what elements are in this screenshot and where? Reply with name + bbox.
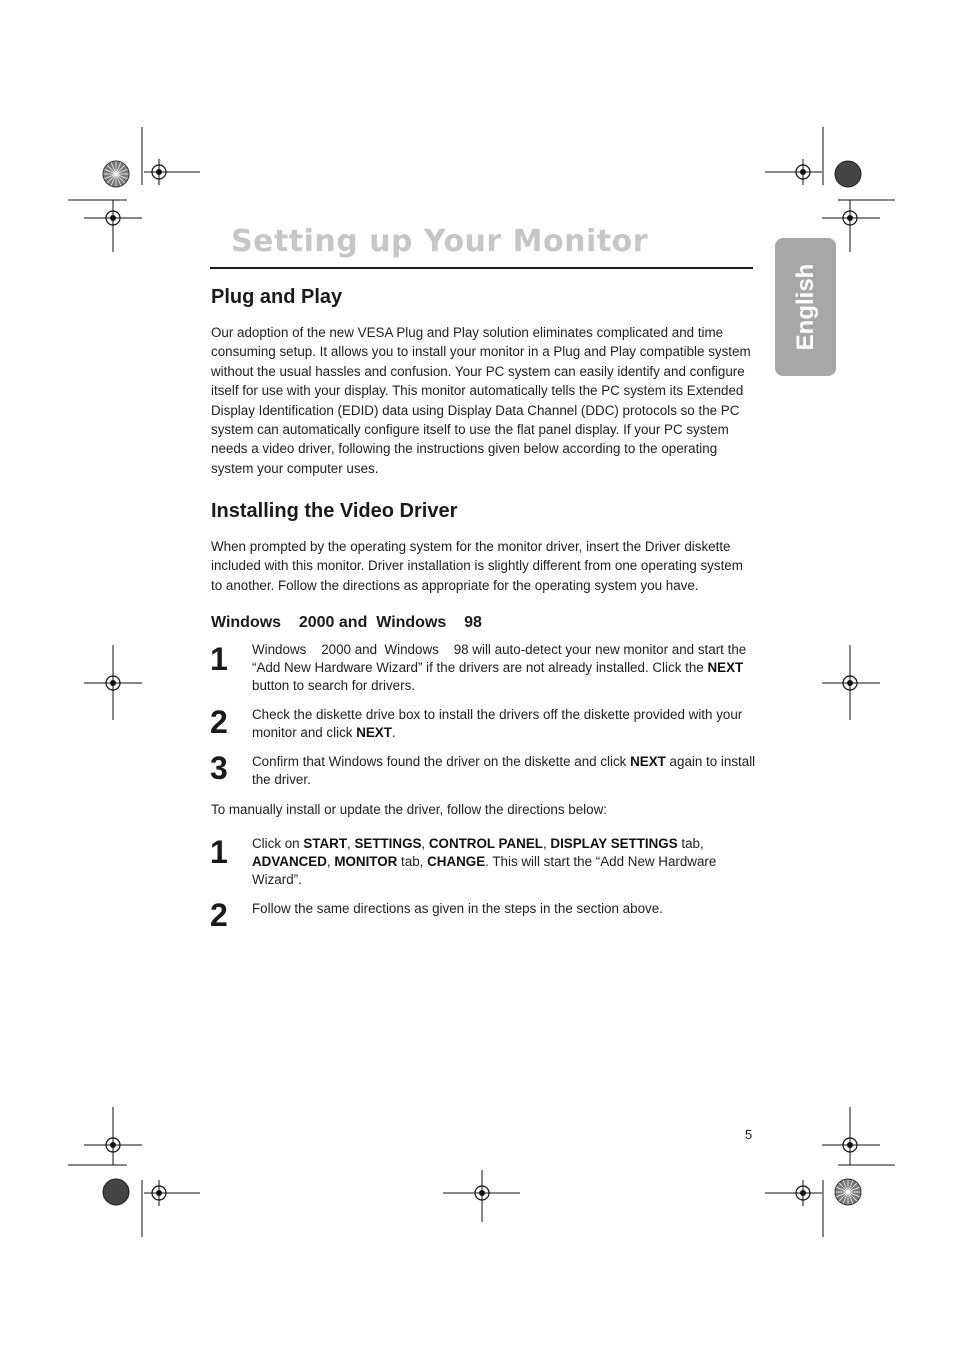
step-run: tab, — [397, 854, 428, 869]
step-run: Confirm that Windows found the driver on the diskette and click — [252, 754, 631, 769]
step-number: 1 — [210, 641, 228, 677]
starburst-registration-icon — [835, 1179, 861, 1205]
language-tab — [775, 238, 836, 376]
step-emphasis: NEXT — [707, 660, 744, 675]
step-text — [252, 900, 757, 918]
step-run: again to install the driver. — [252, 754, 756, 787]
solid-registration-disc-icon — [835, 161, 861, 187]
step-run: , — [542, 836, 551, 851]
step-run: Follow the same directions as given in the steps in the section above. — [252, 901, 663, 916]
step-number: 2 — [210, 897, 228, 933]
plug-and-play-heading: Plug and Play — [211, 286, 343, 308]
step-number: 1 — [210, 834, 228, 870]
registration-crosshair-icon — [100, 1132, 126, 1158]
step-emphasis: START — [303, 836, 347, 851]
starburst-registration-icon — [103, 161, 129, 187]
step-emphasis: MONITOR — [334, 854, 398, 869]
step-emphasis: NEXT — [356, 725, 392, 740]
registration-crosshair-icon — [790, 159, 816, 185]
step-number: 2 — [210, 704, 228, 740]
step-emphasis: DISPLAY SETTINGS — [550, 836, 678, 851]
step-emphasis: CHANGE — [427, 854, 486, 869]
step-run: . This will start the “Add New Hardware Wizard”. — [252, 854, 717, 887]
registration-crosshair-icon — [837, 1132, 863, 1158]
step-run: Click on — [252, 836, 304, 851]
step-text — [252, 835, 757, 889]
step-text — [252, 706, 757, 742]
registration-crosshair-icon — [146, 1180, 172, 1206]
step-emphasis: CONTROL PANEL — [428, 836, 543, 851]
step-number: 3 — [210, 750, 228, 786]
step-run: , — [347, 836, 355, 851]
solid-registration-disc-icon — [103, 1179, 129, 1205]
registration-crosshair-icon — [100, 670, 126, 696]
plug-and-play-text: Our adoption of the new VESA Plug and Play solution eliminates complicated and time consuming setup. It allows you to install your monitor in a Plug and Play compatible system without the usual hassles and confusion. Your PC system can easily identify and configure itself for use with your display. This monitor automatically tells the PC system its Extended Display Identification (EDID) data using Display Data Channel (DDC) protocols so the PC system can automatically configure itself to use the flat panel display. If your PC system needs a video driver, following the instructions given below according to the operating system your computer uses. — [211, 325, 751, 476]
registration-crosshair-icon — [469, 1180, 495, 1206]
page-number: 5 — [745, 1127, 753, 1142]
step-run: Check the diskette drive box to install the drivers off the diskette provided with your monitor and click — [252, 707, 743, 740]
step-run: tab, — [677, 836, 704, 851]
step-emphasis: SETTINGS — [354, 836, 422, 851]
registration-crosshair-icon — [837, 205, 863, 231]
video-driver-text: When prompted by the operating system for the monitor driver, insert the Driver diskette included with this monitor. Driver installation is slightly different from one operating system to another. Follow the directions as appropriate for the operating system you have. — [211, 539, 743, 593]
step-text — [252, 641, 757, 695]
step-emphasis: NEXT — [630, 754, 666, 769]
windows-section-heading: Windows 2000 and Windows 98 — [211, 614, 482, 631]
step-run: button to search for drivers. — [252, 660, 747, 693]
language-tab-label: English — [791, 263, 819, 351]
page-title: Setting up Your Monitor — [231, 224, 648, 259]
registration-crosshair-icon — [837, 670, 863, 696]
title-underline — [210, 267, 753, 269]
registration-crosshair-icon — [790, 1180, 816, 1206]
step-run: . — [391, 725, 396, 740]
step-run: , — [326, 854, 335, 869]
video-driver-heading: Installing the Video Driver — [211, 500, 458, 522]
step-run: Windows 2000 and Windows 98 will auto-detect your new monitor and start the “Add New Hardware Wizard” if the drivers are not already installed. Click the — [252, 642, 750, 675]
step-emphasis: ADVANCED — [252, 854, 327, 869]
registration-crosshair-icon — [146, 159, 172, 185]
step-text — [252, 753, 757, 789]
registration-crosshair-icon — [100, 205, 126, 231]
step-run: , — [421, 836, 429, 851]
manual-install-intro: To manually install or update the driver, follow the directions below: — [211, 802, 607, 817]
